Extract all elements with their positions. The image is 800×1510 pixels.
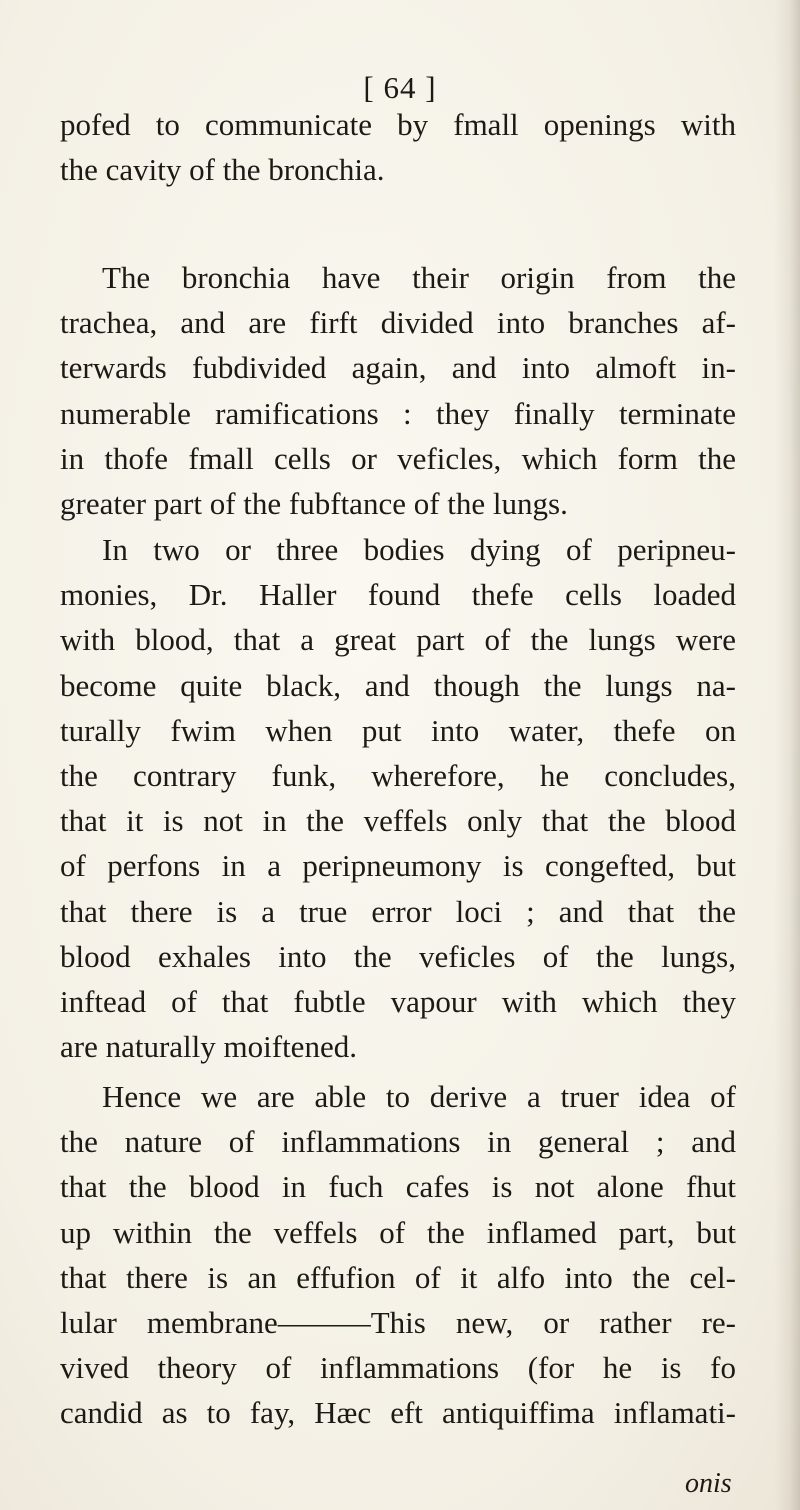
text-line: trachea, and are firft divided into branches af- bbox=[60, 305, 736, 341]
catchword: onis bbox=[685, 1468, 732, 1499]
page-number: [ 64 ] bbox=[363, 70, 437, 105]
text-line: turally fwim when put into water, thefe on bbox=[60, 712, 736, 748]
text-line: are naturally moiftened. bbox=[60, 1029, 357, 1065]
text-line: of perfons in a peripneumony is congefted, but bbox=[60, 848, 736, 884]
text-line: with blood, that a great part of the lungs were bbox=[60, 622, 736, 658]
text-line: up within the veffels of the inflamed part, but bbox=[60, 1214, 736, 1250]
text-line: lular membrane———This new, or rather re- bbox=[60, 1305, 736, 1341]
text-line: candid as to fay, Hæc eft antiquiffima inflamati- bbox=[60, 1395, 736, 1431]
page-edge-shadow bbox=[774, 0, 800, 1510]
text-line: The bronchia have their origin from the bbox=[102, 260, 736, 295]
text-line: terwards fubdivided again, and into almoft in- bbox=[60, 350, 736, 386]
text-line: that the blood in fuch cafes is not alone fhut bbox=[60, 1169, 736, 1205]
text-line: In two or three bodies dying of peripneu- bbox=[102, 532, 736, 567]
text-line: that there is an effufion of it alfo into the cel- bbox=[60, 1259, 736, 1295]
text-line: that it is not in the veffels only that the blood bbox=[60, 803, 736, 839]
text-line: that there is a true error loci ; and that the bbox=[60, 893, 736, 929]
text-line: in thofe fmall cells or veficles, which form the bbox=[60, 440, 736, 476]
text-line: Hence we are able to derive a truer idea of bbox=[102, 1079, 736, 1114]
text-line: pofed to communicate by fmall openings with bbox=[60, 107, 736, 142]
text-line: monies, Dr. Haller found thefe cells loaded bbox=[60, 577, 736, 613]
text-line: the cavity of the bronchia. bbox=[60, 152, 385, 188]
text-line: greater part of the fubftance of the lungs. bbox=[60, 486, 568, 522]
text-line: numerable ramifications : they finally terminate bbox=[60, 395, 736, 431]
paragraph-1 bbox=[60, 102, 736, 192]
text-line: become quite black, and though the lungs na- bbox=[60, 667, 736, 703]
paragraph-2 bbox=[60, 255, 736, 526]
text-line: vived theory of inflammations (for he is fo bbox=[60, 1350, 736, 1386]
text-line: inftead of that fubtle vapour with which they bbox=[60, 984, 736, 1020]
text-line: the nature of inflammations in general ; and bbox=[60, 1124, 736, 1160]
paragraph-4 bbox=[60, 1074, 736, 1436]
text-line: blood exhales into the veficles of the lungs, bbox=[60, 938, 736, 974]
paragraph-3 bbox=[60, 527, 736, 1069]
text-line: the contrary funk, wherefore, he concludes, bbox=[60, 758, 736, 794]
